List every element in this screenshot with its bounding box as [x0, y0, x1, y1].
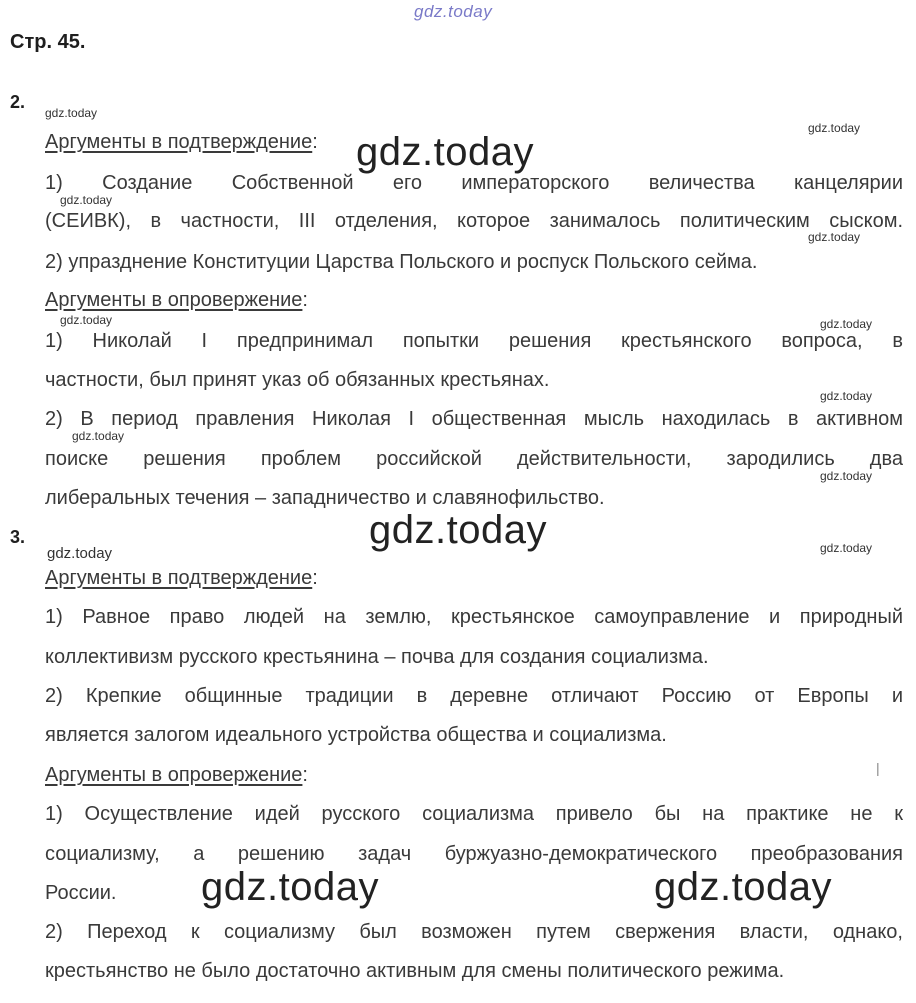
task-3-against-line: России. — [45, 882, 117, 904]
task-3-for-line: коллективизм русского крестьянина – почва для создания социализма. — [45, 646, 709, 668]
task-2-against-heading — [45, 289, 308, 312]
watermark-large: gdz.today — [201, 865, 379, 909]
task-2-number: 2. — [10, 92, 26, 112]
watermark-small: gdz.today — [47, 545, 113, 562]
task-3-against-heading-colon: : — [302, 764, 308, 786]
watermark-small: gdz.today — [808, 230, 861, 244]
task-3-number: 3. — [10, 527, 26, 547]
task-3-against-line: 2) Переход к социализму был возможен путем свержения власти, однако, — [45, 921, 903, 943]
watermark-small: gdz.today — [820, 317, 873, 331]
task-2-for-line: 1) Создание Собственной его императорского величества канцелярии — [45, 172, 903, 194]
task-2-for-line: 2) упразднение Конституции Царства Польского и роспуск Польского сейма. — [45, 251, 758, 273]
watermark-small: gdz.today — [808, 121, 861, 135]
task-3-for-heading-colon: : — [312, 567, 318, 589]
task-3-for-heading-text: Аргументы в подтверждение — [45, 567, 313, 589]
task-2-for-heading-colon: : — [312, 131, 318, 153]
watermark-large: gdz.today — [369, 508, 547, 552]
task-3-against-line: 1) Осуществление идей русского социализма привело бы на практике не к — [45, 803, 903, 825]
watermark-small: gdz.today — [820, 541, 873, 555]
stray-mark: | — [876, 760, 880, 776]
watermark-small: gdz.today — [820, 469, 873, 483]
task-2-for-heading — [45, 131, 318, 154]
task-2-against-line: 2) В период правления Николая I общественная мысль находилась в активном — [45, 408, 903, 430]
task-3-for-heading — [45, 567, 318, 590]
watermark-top: gdz.today — [414, 2, 493, 21]
watermark-small: gdz.today — [72, 429, 125, 443]
task-2-against-line: поиске решения проблем российской действительности, зародились два — [45, 448, 903, 470]
task-3-for-line: является залогом идеального устройства общества и социализма. — [45, 724, 667, 746]
task-2-for-line: (СЕИВК), в частности, III отделения, которое занималось политическим сыском. — [45, 210, 903, 232]
watermark-large: gdz.today — [356, 130, 534, 174]
task-3-against-heading-text: Аргументы в опровержение — [45, 764, 303, 786]
watermark-large: gdz.today — [654, 865, 832, 909]
task-3-against-heading — [45, 764, 308, 787]
task-2-for-heading-text: Аргументы в подтверждение — [45, 131, 313, 153]
watermark-small: gdz.today — [60, 193, 113, 207]
task-2-against-heading-text: Аргументы в опровержение — [45, 289, 303, 311]
task-2-against-line: частности, был принят указ об обязанных крестьянах. — [45, 369, 550, 391]
watermark-small: gdz.today — [820, 389, 873, 403]
watermark-small: gdz.today — [45, 106, 98, 120]
task-3-for-line: 2) Крепкие общинные традиции в деревне отличают Россию от Европы и — [45, 685, 903, 707]
task-2-against-heading-colon: : — [302, 289, 308, 311]
task-2-against-line: либеральных течения – западничество и славянофильство. — [45, 487, 605, 509]
watermark-small: gdz.today — [60, 313, 113, 327]
task-3-for-line: 1) Равное право людей на землю, крестьянское самоуправление и природный — [45, 606, 903, 628]
task-3-against-line: крестьянство не было достаточно активным для смены политического режима. — [45, 960, 785, 982]
task-3-against-line: социализму, а решению задач буржуазно-демократического преобразования — [45, 843, 903, 865]
task-2-against-line: 1) Николай I предпринимал попытки решения крестьянского вопроса, в — [45, 330, 903, 352]
page-heading: Стр. 45. — [10, 31, 86, 53]
